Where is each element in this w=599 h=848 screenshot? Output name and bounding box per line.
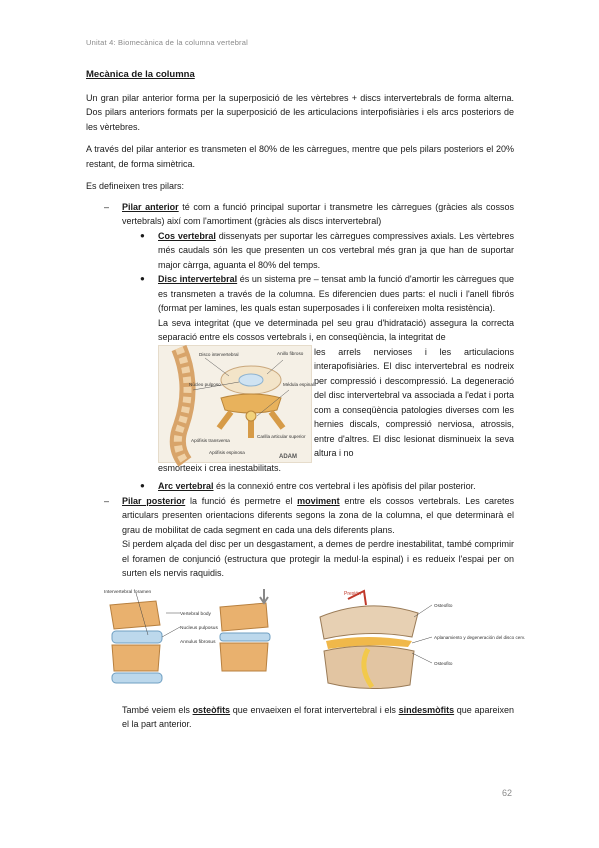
term-sindesmofits: sindesmòfits [398, 704, 455, 715]
label-nucleus-pulposus: Nucleus pulposus [180, 625, 218, 631]
disc-integritat-text-2: les arrels nervioses i les articulacions interapofisiàries. El disc intervertebral es nodreix per compressió i descompressió. La degeneració del disc intervertebral va associada a l'edat i porta com a conseqüència patologies diverses com les hernies discals, compressió nerviosa, atrossis, entre d'altres. El disc lesionat disminueix la seva altura i no [314, 346, 514, 458]
final-text-a: També veiem els [122, 704, 193, 715]
section-title: Mecànica de la columna [86, 69, 195, 80]
disc-anatomy-figure [158, 345, 312, 463]
disc-figure-row [86, 345, 514, 461]
paragraph-2: A través del pilar anterior es transmeten el 80% de les càrregues, mentre que pels pilars posteriors el 20% restant, de forma simètrica. [86, 144, 514, 169]
list-item-pilar-anterior [86, 200, 514, 229]
list-item-arc-vertebral [86, 479, 514, 494]
page-number: 62 [502, 788, 513, 798]
label-nucleo-pulposo: Núcleo pulposo [189, 381, 221, 387]
term-osteofits: osteòfits [192, 704, 231, 715]
label-apofisis-espinosa: Apófisis espinosa [209, 449, 245, 455]
bullet-marker: ● [140, 230, 145, 240]
label-intervertebral-foramen: Intervertebral foramen [104, 589, 152, 595]
label-medula-espinal: Médula espinal [283, 381, 314, 387]
disc-compression-figure [100, 587, 300, 695]
bottom-figures [86, 587, 526, 695]
final-paragraph [86, 703, 514, 732]
final-text-b: que envaeixen el forat intervertebral i els [230, 704, 399, 715]
label-osteofito-1: Osteofito [434, 602, 453, 608]
pilar-posterior-text-b: entre els cossos vertebrals. Les caretes articulars presenten orientacions diferents segons la zona de la columna, el que determinarà el grau de mobilitat de cada segment en cada una dels diferents plans. [122, 495, 514, 535]
list-item-pilar-posterior [86, 494, 514, 538]
dash-marker: – [104, 495, 110, 506]
label-apofisis-transversa: Apófisis transversa [191, 437, 230, 443]
list-item-disc-intervertebral [86, 272, 514, 316]
pilar-anterior-text: té com a funció principal suportar i transmetre les càrregues (gràcies als cossos vertebrals) així com l'amortiment (gràcies als discs intervertebral) [122, 201, 514, 226]
cos-vertebral-text: dissenyats per suportar les càrregues compressives axials. Les vèrtebres més caudals són les que presenten un cos vertebral més gran ja que han de suportar major càrrga, aguanta el 80% del temps. [158, 230, 514, 270]
label-aplanamiento: Aplanamiento y degeneración del disco cerv. [434, 634, 526, 640]
label-osteofito-2: Osteofito [434, 660, 453, 666]
term-pilar-posterior: Pilar posterior [122, 495, 186, 506]
label-presion: Presión [344, 590, 361, 597]
disc-integritat-text-3: esmorteeix i crea inestabilitats. [158, 462, 282, 473]
disc-anatomy-illustration [159, 346, 314, 462]
adam-logo: ADAM [279, 453, 297, 460]
term-arc-vertebral: Arc vertebral [158, 481, 214, 491]
term-moviment: moviment [297, 495, 340, 506]
label-annulus-fibrosus: Annulus fibrosus [180, 639, 216, 645]
label-anillo-fibroso: Anillo fibroso [277, 350, 304, 356]
disc-integritat-text-1: La seva integritat (que ve determinada pel seu grau d'hidratació) assegura la correcta separació entre els cossos vertebrals i, en conseqüència, la integritat de [158, 317, 514, 342]
term-cos-vertebral: Cos vertebral [158, 230, 216, 241]
final-text-c: que apareixen el la part anterior. [122, 704, 515, 729]
label-carilla-articular: Carilla articular superior [257, 433, 306, 439]
arc-vertebral-text: és la connexió entre cos vertebral i les apòfisis del pilar posterior. [213, 481, 476, 491]
label-disco-intervertebral: Disco intervertebral [199, 351, 239, 357]
bullet-marker: ● [140, 274, 145, 283]
list-item-cos-vertebral [86, 229, 514, 273]
dash-marker: – [104, 201, 110, 212]
term-pilar-anterior: Pilar anterior [122, 201, 179, 212]
bullet-marker: ● [140, 481, 145, 490]
paragraph-3: Es defineixen tres pilars: [86, 181, 185, 191]
osteophyte-figure [308, 587, 526, 695]
page-content [86, 68, 526, 732]
label-vertebral-body: Vertebral body [180, 611, 211, 617]
pilar-posterior-text-a: la funció és permetre el [185, 495, 298, 506]
disc-intervertebral-text: és un sistema pre – tensat amb la funció d'amortir les càrregues que es transmeten a través de la columna. Es diferencien dues parts: el nucli i l'anell fibrós (format per lamines, les quals estan superposades i li confereixen molta resistència). [158, 274, 514, 313]
term-disc-intervertebral: Disc intervertebral [158, 274, 238, 284]
paragraph-1: Un gran pilar anterior forma per la superposició de les vèrtebres + discs intervertebrals de forma alterna. Dos pilars anteriors formats per la superposició de les articulacions interpofisiàries i els arcs posteriors de les vèrtebres. [86, 92, 514, 132]
running-header: Unitat 4: Biomecànica de la columna vertebral [86, 38, 248, 47]
pilar-posterior-paragraph-2: Si perdem alçada del disc per un desgastament, a demes de perdre inestabilitat, també comprimir el foramen de conjunció (estructura que protegir la medul·la espinal) i es redueix l'espai per on surten els nervis raquidis. [122, 539, 514, 578]
